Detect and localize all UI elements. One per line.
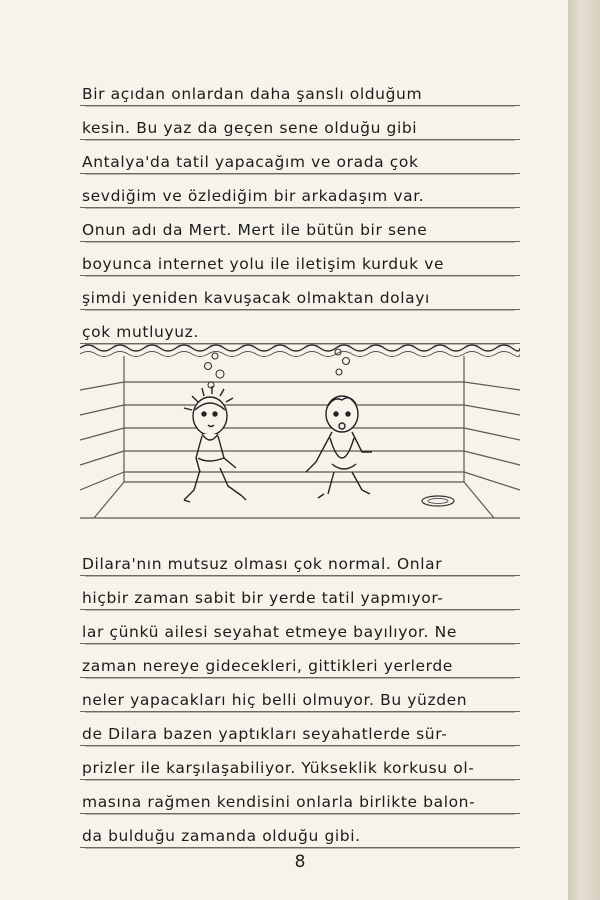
water-surface <box>80 345 520 351</box>
girl-character <box>184 386 246 502</box>
line-text: hiçbir zaman sabit bir yerde tatil yapmıyor- <box>82 589 444 607</box>
text-line <box>80 106 520 140</box>
text-line <box>80 242 520 276</box>
page-number: 8 <box>294 852 306 872</box>
line-text: sevdiğim ve özlediğim bir arkadaşım var. <box>82 187 425 205</box>
text-line <box>80 576 520 610</box>
line-text: neler yapacakları hiç belli olmuyor. Bu yüzden <box>82 691 468 709</box>
pool-illustration <box>80 330 520 530</box>
text-line <box>80 814 520 848</box>
line-text: boyunca internet yolu ile iletişim kurduk ve <box>82 255 445 273</box>
pool-drain <box>422 496 454 506</box>
boy-character <box>306 396 372 498</box>
text-line <box>80 276 520 310</box>
text-line <box>80 140 520 174</box>
line-text: Dilara'nın mutsuz olması çok normal. Onlar <box>82 555 443 573</box>
text-line <box>80 208 520 242</box>
text-line <box>80 174 520 208</box>
book-spine-edge <box>568 0 600 900</box>
text-line <box>80 712 520 746</box>
line-text: da bulduğu zamanda olduğu gibi. <box>82 827 361 845</box>
line-text: masına rağmen kendisini onlarla birlikte balon- <box>82 793 476 811</box>
line-text: Onun adı da Mert. Mert ile bütün bir sene <box>82 221 428 239</box>
line-text: prizler ile karşılaşabiliyor. Yükseklik korkusu ol- <box>82 759 475 777</box>
bottom-paragraph <box>80 542 520 848</box>
line-text: zaman nereye gidecekleri, gittikleri yerlerde <box>82 657 453 675</box>
text-line <box>80 72 520 106</box>
text-line <box>80 542 520 576</box>
text-line <box>80 610 520 644</box>
line-text: kesin. Bu yaz da geçen sene olduğu gibi <box>82 119 418 137</box>
line-text: Antalya'da tatil yapacağım ve orada çok <box>82 153 419 171</box>
top-paragraph <box>80 72 520 344</box>
line-text: çok mutluyuz. <box>82 323 199 341</box>
line-text: lar çünkü ailesi seyahat etmeye bayılıyor. Ne <box>82 623 457 641</box>
text-line <box>80 644 520 678</box>
line-text: de Dilara bazen yaptıkları seyahatlerde sür- <box>82 725 448 743</box>
text-line <box>80 780 520 814</box>
line-text: şimdi yeniden kavuşacak olmaktan dolayı <box>82 289 430 307</box>
line-text: Bir açıdan onlardan daha şanslı olduğum <box>82 85 423 103</box>
text-line <box>80 746 520 780</box>
text-line <box>80 678 520 712</box>
